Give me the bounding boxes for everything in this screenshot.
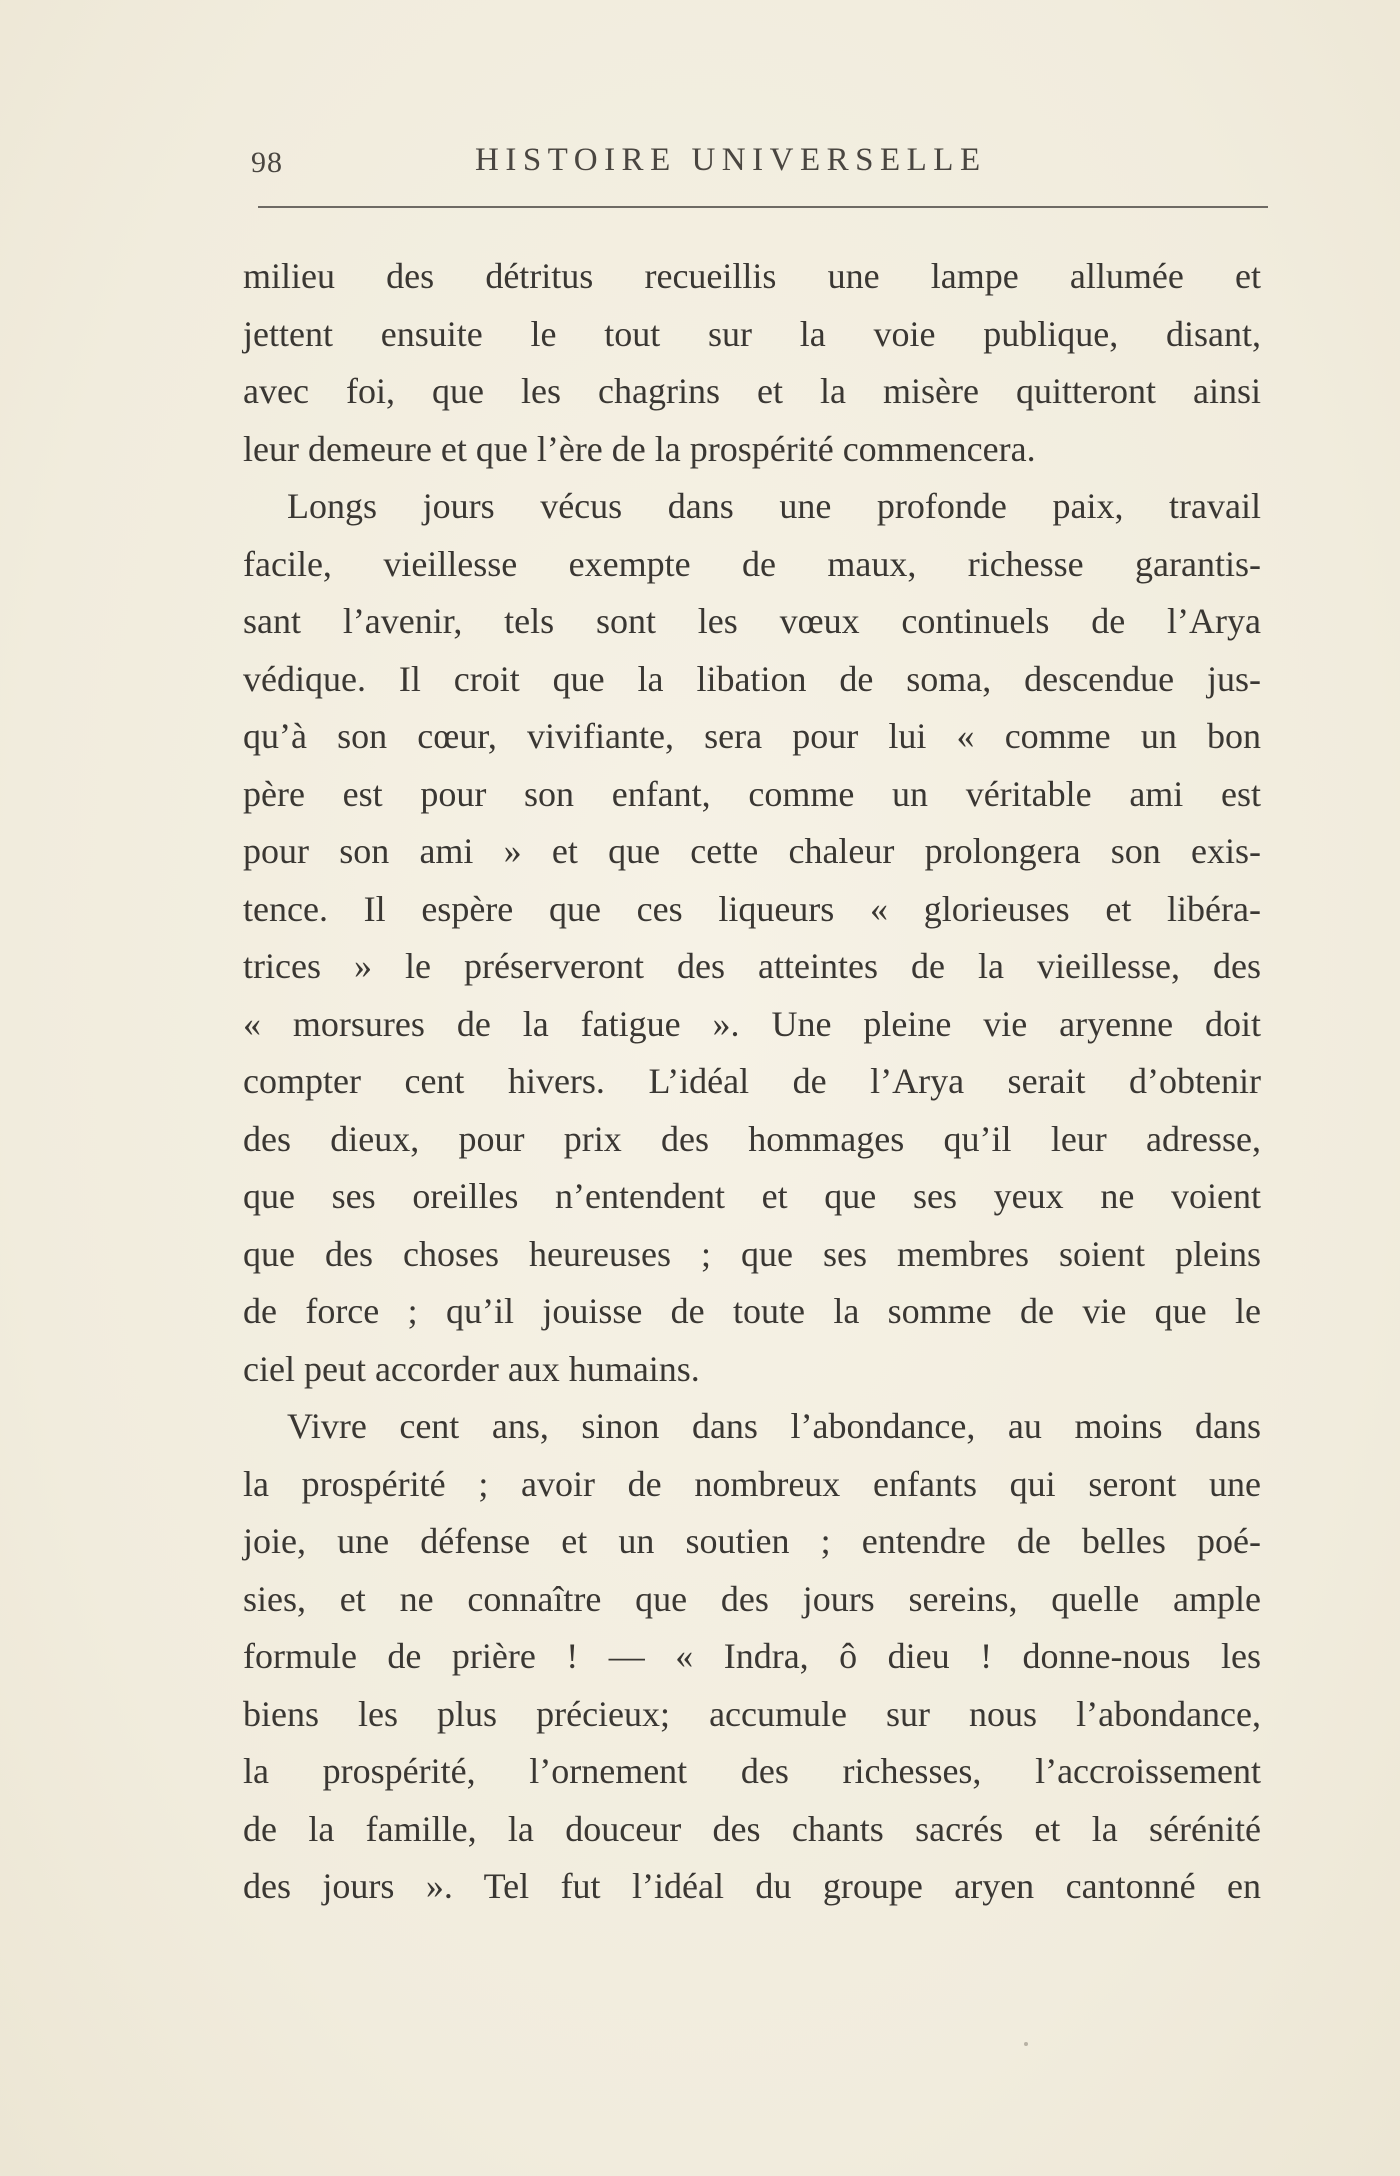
page-header: [245, 142, 1270, 186]
text-line: pour son ami » et que cette chaleur prolongera son exis-: [243, 831, 1261, 871]
text-line: jettent ensuite le tout sur la voie publique, disant,: [243, 313, 1261, 354]
text-line: « morsures de la fatigue ». Une pleine vie aryenne doit: [243, 1003, 1261, 1044]
text-line: des dieux, pour prix des hommages qu’il leur adresse,: [243, 1118, 1261, 1159]
text-line: de force ; qu’il jouisse de toute la somme de vie que le: [243, 1291, 1261, 1331]
body-text: [243, 248, 1261, 1916]
text-line: compter cent hivers. L’idéal de l’Arya serait d’obtenir: [243, 1061, 1261, 1101]
text-line: Vivre cent ans, sinon dans l’abondance, au moins dans: [287, 1406, 1261, 1446]
text-line: védique. Il croit que la libation de soma, descendue jus-: [243, 658, 1261, 699]
header-rule: [258, 206, 1268, 208]
text-line: Longs jours vécus dans une profonde paix, travail: [287, 486, 1261, 526]
text-line: sies, et ne connaître que des jours sereins, quelle ample: [243, 1578, 1261, 1619]
text-line: sant l’avenir, tels sont les vœux continuels de l’Arya: [243, 601, 1261, 641]
text-line: tence. Il espère que ces liqueurs « glorieuses et libéra-: [243, 888, 1261, 929]
text-line: formule de prière ! — « Indra, ô dieu ! donne-nous les: [243, 1636, 1261, 1676]
text-line: père est pour son enfant, comme un véritable ami est: [243, 773, 1261, 814]
text-line: que ses oreilles n’entendent et que ses yeux ne voient: [243, 1176, 1261, 1216]
text-line: joie, une défense et un soutien ; entendre de belles poé-: [243, 1521, 1261, 1561]
text-line: la prospérité, l’ornement des richesses, l’accroissement: [243, 1751, 1261, 1791]
text-line: milieu des détritus recueillis une lampe allumée et: [243, 256, 1261, 296]
text-line: biens les plus précieux; accumule sur nous l’abondance,: [243, 1693, 1261, 1734]
paper-speck: [1024, 2042, 1028, 2046]
text-line: avec foi, que les chagrins et la misère quitteront ainsi: [243, 371, 1261, 411]
running-title: HISTOIRE UNIVERSELLE: [475, 142, 987, 178]
text-line: des jours ». Tel fut l’idéal du groupe aryen cantonné en: [243, 1866, 1261, 1906]
text-line: qu’à son cœur, vivifiante, sera pour lui « comme un bon: [243, 716, 1261, 756]
text-line: facile, vieillesse exempte de maux, richesse garantis-: [243, 543, 1261, 584]
text-line: leur demeure et que l’ère de la prospérité commencera.: [243, 428, 1036, 469]
text-line: que des choses heureuses ; que ses membres soient pleins: [243, 1233, 1261, 1274]
page-number: 98: [251, 146, 283, 179]
text-line: ciel peut accorder aux humains.: [243, 1348, 700, 1389]
text-line: de la famille, la douceur des chants sacrés et la sérénité: [243, 1808, 1261, 1849]
text-line: trices » le préserveront des atteintes de la vieillesse, des: [243, 946, 1261, 986]
text-line: la prospérité ; avoir de nombreux enfants qui seront une: [243, 1463, 1261, 1504]
